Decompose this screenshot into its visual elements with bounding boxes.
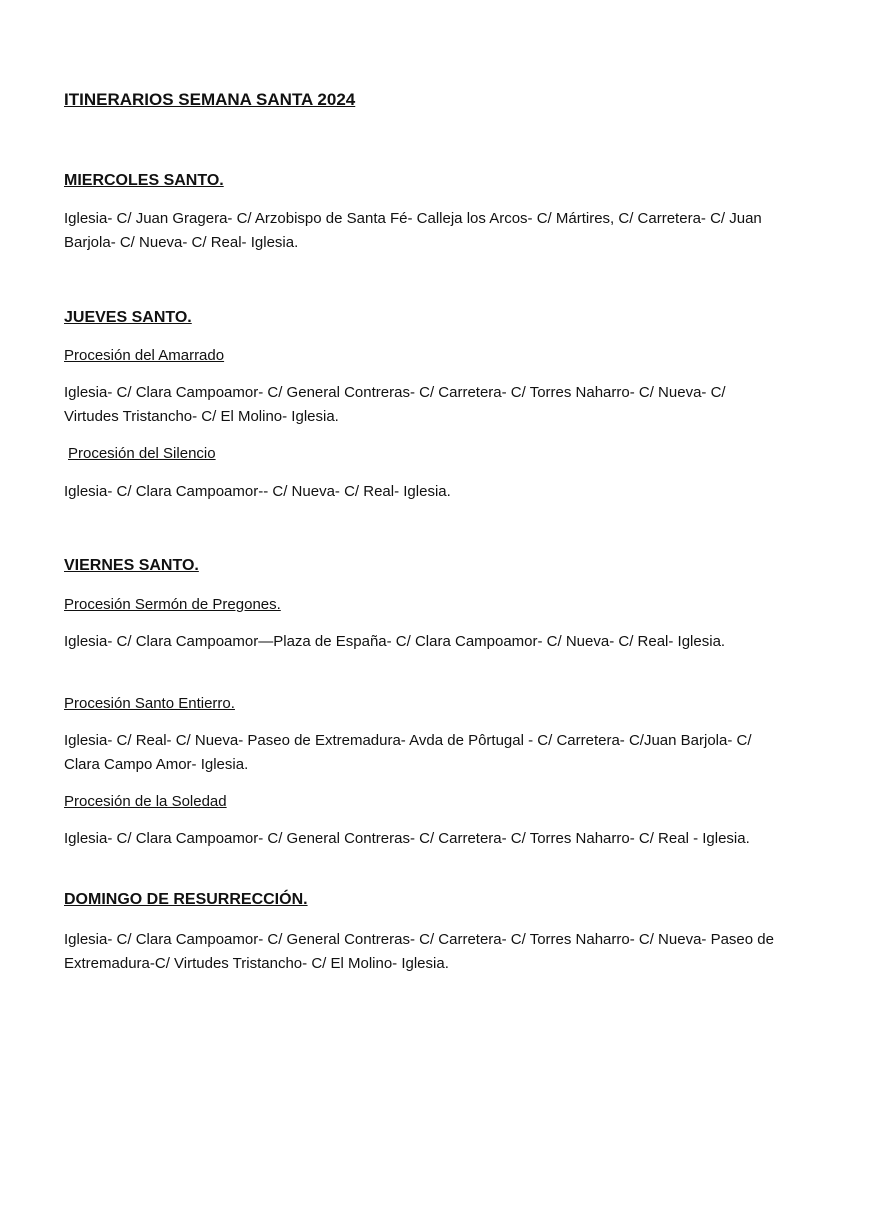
route-sermon-pregones: Iglesia- C/ Clara Campoamor—Plaza de España- C/ Clara Campoamor- C/ Nueva- C/ Real- Iglesia. xyxy=(64,633,726,650)
procession-name-soledad: Procesión de la Soledad xyxy=(64,793,227,810)
section-heading-viernes-santo: VIERNES SANTO. xyxy=(64,557,199,574)
route-miercoles-santo: Iglesia- C/ Juan Gragera- C/ Arzobispo de Santa Fé- Calleja los Arcos- C/ Mártires, C/ Carretera- C/ Juan Barjola- C/ Nueva- C/ Real- Iglesia. xyxy=(64,210,762,251)
procession-name-sermon-pregones: Procesión Sermón de Pregones. xyxy=(64,596,281,613)
section-heading-jueves-santo: JUEVES SANTO. xyxy=(64,309,192,326)
route-silencio: Iglesia- C/ Clara Campoamor-- C/ Nueva- C/ Real- Iglesia. xyxy=(64,483,451,500)
route-santo-entierro: Iglesia- C/ Real- C/ Nueva- Paseo de Extremadura- Avda de Pôrtugal - C/ Carretera- C/Juan Barjola- C/ Clara Campo Amor- Iglesia. xyxy=(64,732,752,773)
route-domingo-resurreccion: Iglesia- C/ Clara Campoamor- C/ General Contreras- C/ Carretera- C/ Torres Naharro- C/ Nueva- Paseo de Extremadura-C/ Virtudes Tristancho- C/ El Molino- Iglesia. xyxy=(64,931,774,972)
route-soledad: Iglesia- C/ Clara Campoamor- C/ General Contreras- C/ Carretera- C/ Torres Naharro- C/ Real - Iglesia. xyxy=(64,830,750,847)
procession-name-silencio: Procesión del Silencio xyxy=(68,445,216,462)
section-heading-miercoles-santo: MIERCOLES SANTO. xyxy=(64,172,224,189)
section-heading-domingo-resurreccion: DOMINGO DE RESURRECCIÓN. xyxy=(64,891,308,908)
route-amarrado: Iglesia- C/ Clara Campoamor- C/ General Contreras- C/ Carretera- C/ Torres Naharro- C/ Nueva- C/ Virtudes Tristancho- C/ El Molino- Iglesia. xyxy=(64,384,726,425)
procession-name-amarrado: Procesión del Amarrado xyxy=(64,347,225,364)
document-title: ITINERARIOS SEMANA SANTA 2024 xyxy=(64,90,356,109)
procession-name-santo-entierro: Procesión Santo Entierro. xyxy=(64,695,235,712)
